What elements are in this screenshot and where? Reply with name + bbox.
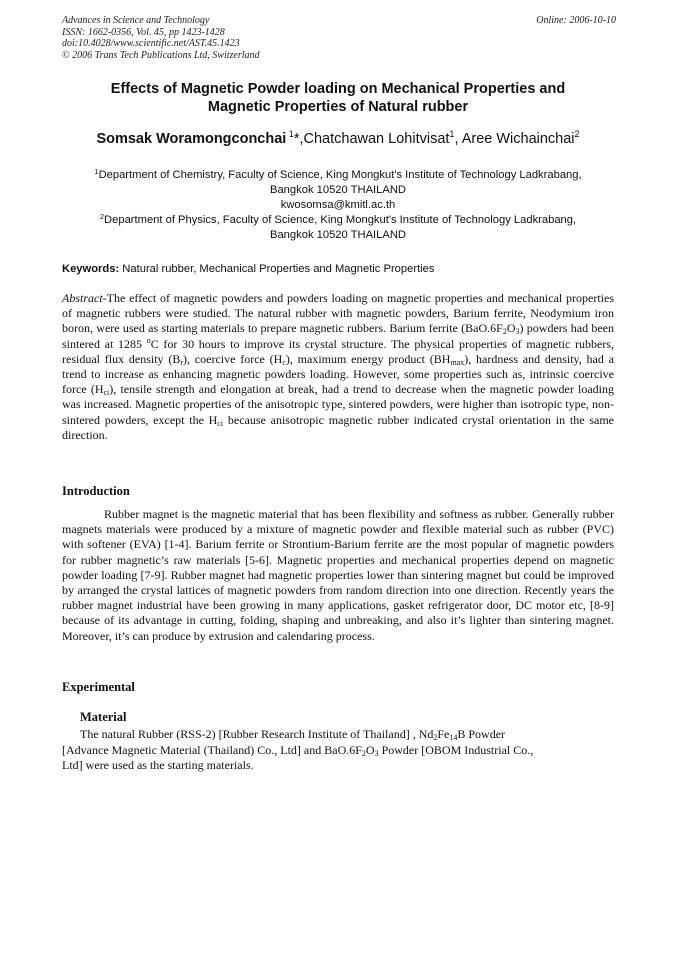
abstract-sub: max (450, 357, 465, 367)
abstract-text: because anisotropic magnetic rubber indicated crystal orientation in the same direction. (62, 412, 614, 442)
keywords (62, 262, 614, 277)
abstract-sub: ci (103, 388, 110, 398)
material-sub: 2 (361, 748, 366, 758)
affiliation-2-mark: 2 (99, 212, 105, 221)
material-run: Fe (437, 727, 450, 741)
material-sub: 14 (449, 733, 458, 742)
abstract-text: ), hardness and density, had a trend to increase as enhancing magnetic powders loading. However, some properties such as, intrinsic coercive force (H (62, 351, 614, 397)
journal-name: Advances in Science and Technology (62, 15, 210, 26)
abstract-sup: o (146, 335, 151, 345)
affiliation-2-line-1 (62, 213, 614, 228)
online-date: Online: 2006-10-10 (536, 15, 616, 26)
introduction-heading: Introduction (62, 484, 130, 498)
material-heading: Material (80, 710, 127, 724)
abstract-text: ), maximum energy product (BH (285, 351, 451, 366)
abstract-text: ) powders had been sintered at 1285 (62, 321, 614, 351)
journal-doi: doi:10.4028/www.scientific.net/AST.45.1423 (62, 38, 240, 49)
abstract-sub: 2 (502, 327, 507, 337)
paper-title (62, 80, 614, 116)
material-line-1 (62, 727, 614, 743)
affiliation-2-line-2: Bangkok 10520 THAILAND (270, 229, 406, 241)
abstract-text: ), tensile strength and elongation at break, had a trend to decrease when the magnetic powder loading was increased. Magnetic properties of the anisotropic type, sintered powders, were higher than isotropic type, non-sintered powders, except the H (62, 382, 615, 427)
keywords-label: Keywords: (62, 263, 120, 275)
author-1-name: Somsak Woramongconchai (96, 131, 287, 147)
abstract-sub: 3 (515, 327, 520, 337)
material-run: The natural Rubber (RSS-2) [Rubber Research Institute of Thailand] , Nd (80, 727, 434, 741)
affiliation-1-line-1 (62, 168, 614, 183)
material-sub: 2 (433, 733, 438, 742)
journal-issn: ISSN: 1662-0356, Vol. 45, pp 1423-1428 (62, 26, 225, 38)
abstract-text: ), coercive force (H (183, 351, 283, 366)
abstract-sub: c (282, 357, 286, 367)
experimental-heading: Experimental (62, 680, 135, 694)
abstract-text: The effect of magnetic powders and powders loading on magnetic properties and mechanical properties of magnetic rubbers were studied. The natural rubber with magnetic powders, Barium ferrite, Neodymium iron boron, were used as starting materials to prepare magnetic rubbers. Barium ferrite (BaO.6F (62, 291, 614, 336)
abstract-sub: ci (217, 418, 224, 428)
material-run: Powder [OBOM Industrial Co., (378, 742, 534, 757)
affiliation-1-text: Department of Chemistry, Faculty of Science, King Mongkut's Institute of Technology Ladkrabang, (98, 169, 582, 181)
contact-email: kwosomsa@kmitl.ac.th (280, 199, 396, 211)
journal-header (62, 15, 260, 61)
author-1-affil-mark: 1 (286, 129, 294, 139)
affiliation-1-mark: 1 (94, 167, 99, 176)
author-3-name: Aree Wichainchai (461, 131, 575, 147)
author-3-affil-mark: 2 (574, 129, 580, 139)
abstract-text: C for 30 hours to improve its crystal structure. The physical properties of magnetic rubbers, residual flux density (B (62, 336, 615, 366)
abstract-label: Abstract- (62, 291, 107, 305)
material-sub: 3 (374, 748, 379, 758)
material-run: [Advance Magnetic Material (Thailand) Co., Ltd] and BaO.6F (62, 742, 362, 757)
author-separator: , (454, 131, 462, 147)
abstract (62, 291, 614, 443)
title-line-1: Effects of Magnetic Powder loading on Mechanical Properties and (110, 81, 566, 97)
affiliations (62, 168, 614, 243)
author-2-affil-mark: 1 (449, 129, 455, 139)
corresponding-mark: *, (293, 131, 304, 147)
introduction-text: Rubber magnet is the magnetic material that has been flexibility and softness as rubber. Generally rubber magnets materials were produced by a mixture of magnetic powder and flexible material such as rubber (PVC) with softener (EVA) [1-4]. Barium ferrite or Strontium-Barium ferrite are the most popular of magnetic powders for rubber magnetic’s raw materials [5-6]. Magnetic properties and mechanical properties depend on magnetic powder loading [7-9]. Rubber magnet had magnetic properties lower than sintering magnet but could be improved by arranged the crystal lattices of magnetic powders from random direction into one direction. Recently years the rubber magnet industrial have been growing in many applications, gasket refrigerator door, DC motor etc, [8-9] because of its advantage in cutting, folding, shaping and unbreaking, and also it’s lighter than sintering magnet. Moreover, it’s can produce by extrusion and calendaring process. (62, 507, 614, 643)
author-list (62, 130, 614, 148)
material-run: B Powder (457, 727, 506, 741)
abstract-text: O (506, 321, 516, 336)
author-2-name: Chatchawan Lohitvisat (303, 131, 450, 147)
affiliation-2-text: Department of Physics, Faculty of Science, King Mongkut's Institute of Technology Ladkrabang, (104, 214, 577, 226)
affiliation-1-line-2: Bangkok 10520 THAILAND (270, 184, 406, 196)
abstract-sub: r (180, 357, 184, 367)
journal-copyright: © 2006 Trans Tech Publications Ltd, Switzerland (62, 49, 260, 61)
title-line-2: Magnetic Properties of Natural rubber (207, 99, 469, 115)
keywords-text: Natural rubber, Mechanical Properties and Magnetic Properties (119, 263, 435, 275)
material-line-2 (62, 743, 614, 759)
material-run: O (365, 742, 375, 757)
material-text (62, 727, 614, 774)
material-line-3: Ltd] were used as the starting materials. (62, 758, 254, 773)
